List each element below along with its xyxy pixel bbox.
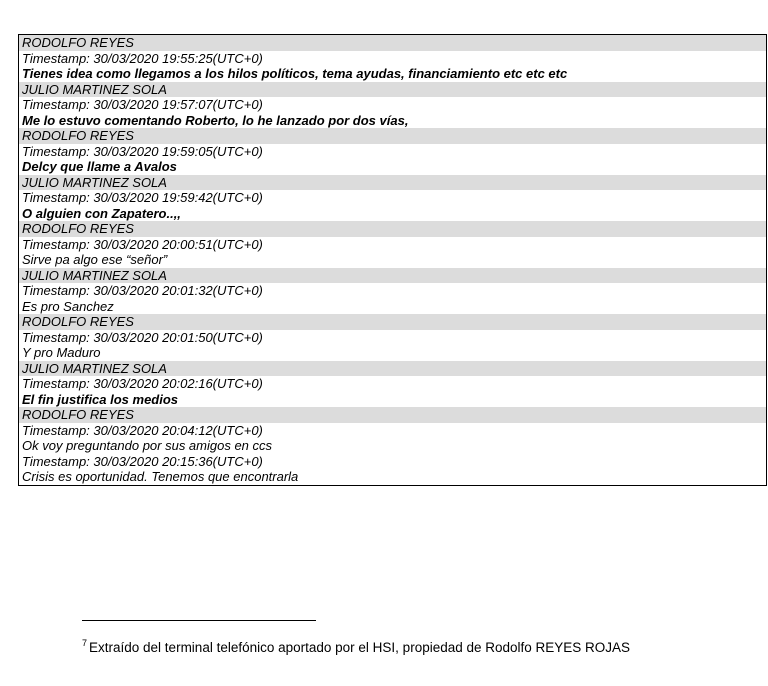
timestamp-row: Timestamp: 30/03/2020 20:00:51(UTC+0) xyxy=(22,236,263,252)
sender-name-row: RODOLFO REYES xyxy=(19,35,766,51)
sender-name-row: RODOLFO REYES xyxy=(19,407,766,423)
timestamp-row: Timestamp: 30/03/2020 20:01:50(UTC+0) xyxy=(22,329,263,345)
sender-name-row: JULIO MARTINEZ SOLA xyxy=(19,361,766,377)
sender-name-row: JULIO MARTINEZ SOLA xyxy=(19,82,766,98)
message-text-row: Crisis es oportunidad. Tenemos que encontrarla xyxy=(22,469,299,484)
sender-name-row: RODOLFO REYES xyxy=(19,314,766,330)
message-text-row: O alguien con Zapatero..,, xyxy=(22,205,181,221)
footnote xyxy=(82,640,630,655)
footnote-number: 7 xyxy=(82,638,88,648)
chat-transcript-table xyxy=(18,34,767,486)
message-text-row: Delcy que llame a Avalos xyxy=(22,159,177,174)
message-text-row: Tienes idea como llegamos a los hilos políticos, tema ayudas, financiamiento etc etc etc xyxy=(22,66,568,81)
sender-name-row: RODOLFO REYES xyxy=(19,128,766,144)
message-text-row: Ok voy preguntando por sus amigos en ccs xyxy=(22,438,273,453)
sender-name-row: JULIO MARTINEZ SOLA xyxy=(19,175,766,191)
timestamp-row: Timestamp: 30/03/2020 19:55:25(UTC+0) xyxy=(22,50,263,66)
timestamp-row: Timestamp: 30/03/2020 19:59:42(UTC+0) xyxy=(22,190,263,205)
sender-name-row: RODOLFO REYES xyxy=(19,221,766,237)
message-text-row: Es pro Sanchez xyxy=(22,298,114,314)
message-text-row: Y pro Maduro xyxy=(22,345,101,360)
sender-name-row: JULIO MARTINEZ SOLA xyxy=(19,268,766,284)
timestamp-row: Timestamp: 30/03/2020 19:57:07(UTC+0) xyxy=(22,97,263,112)
message-text-row: Sirve pa algo ese “señor” xyxy=(22,252,168,267)
footnote-separator xyxy=(82,620,316,621)
message-text-row: El fin justifica los medios xyxy=(22,391,179,407)
timestamp-row: Timestamp: 30/03/2020 19:59:05(UTC+0) xyxy=(22,143,263,159)
footnote-text: Extraído del terminal telefónico aportado por el HSI, propiedad de Rodolfo REYES ROJAS xyxy=(89,640,631,655)
timestamp-row: Timestamp: 30/03/2020 20:15:36(UTC+0) xyxy=(22,453,263,469)
timestamp-row: Timestamp: 30/03/2020 20:02:16(UTC+0) xyxy=(22,376,263,391)
timestamp-row: Timestamp: 30/03/2020 20:01:32(UTC+0) xyxy=(22,283,263,298)
timestamp-row: Timestamp: 30/03/2020 20:04:12(UTC+0) xyxy=(22,422,263,438)
message-text-row: Me lo estuvo comentando Roberto, lo he lanzado por dos vías, xyxy=(22,112,409,128)
